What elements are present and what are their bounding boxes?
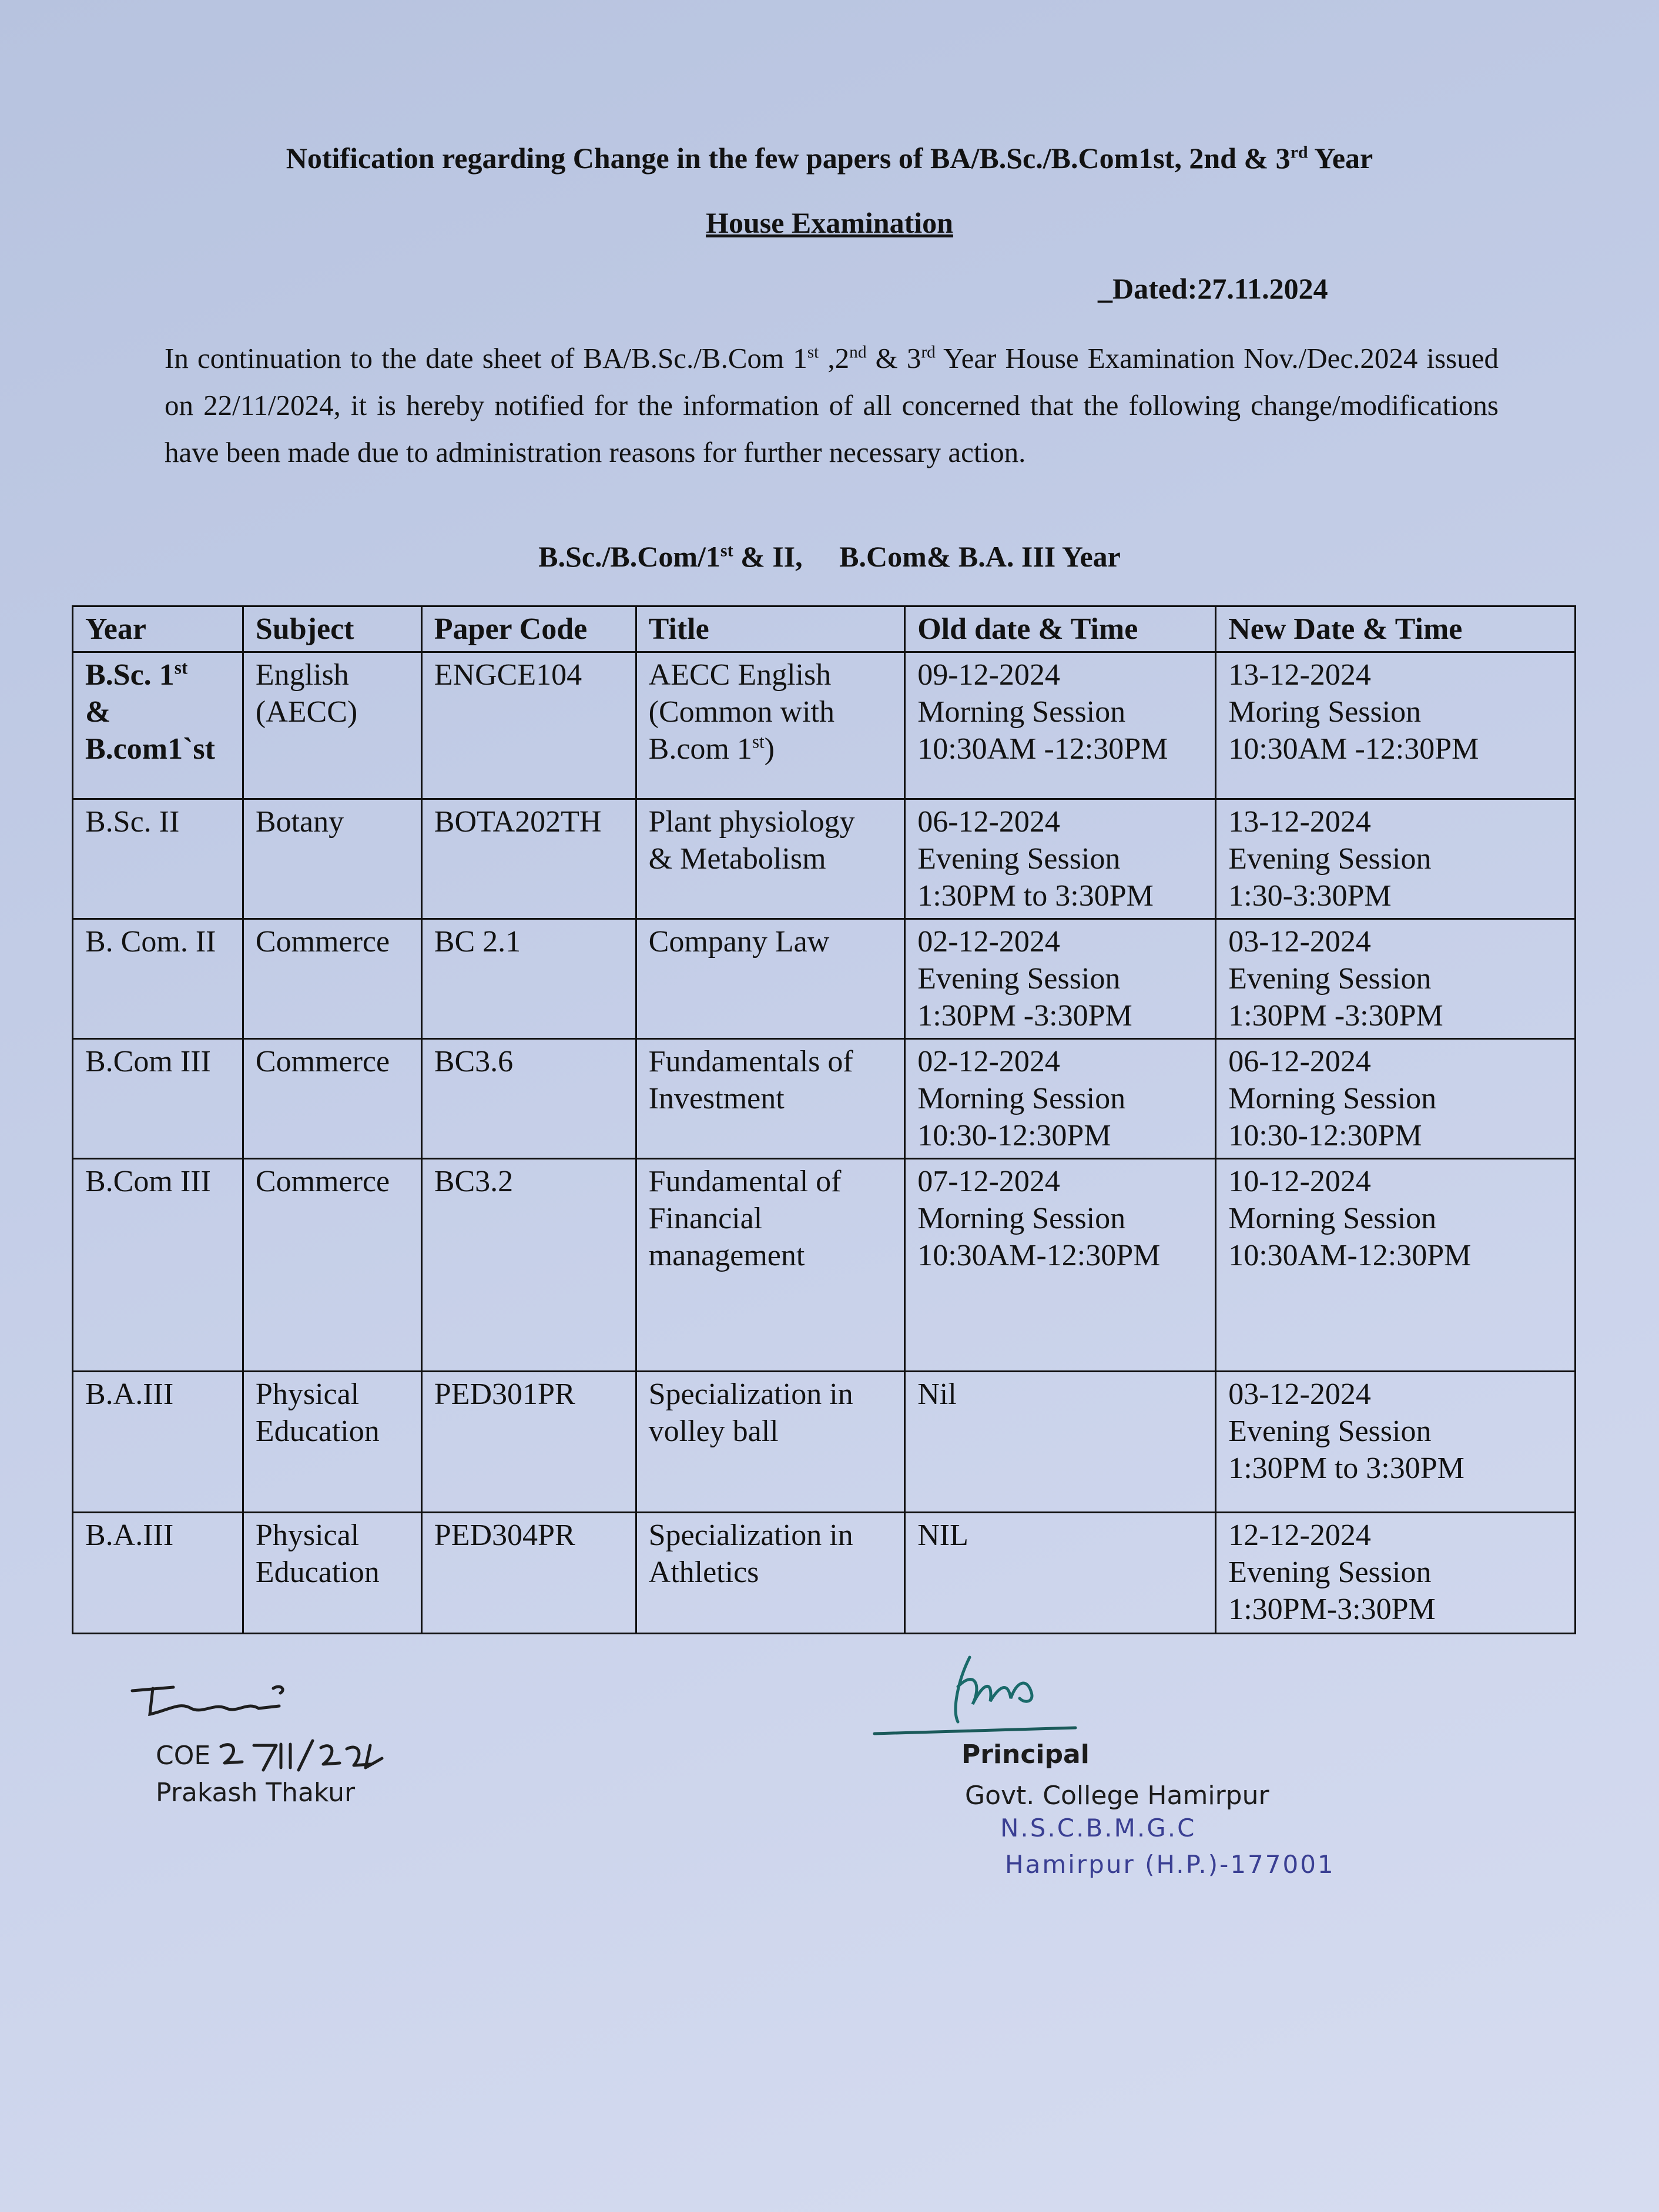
header-paper-code: Paper Code bbox=[421, 606, 636, 652]
row-old-date: 06-12-2024 Evening Session 1:30PM to 3:30PM bbox=[905, 799, 1216, 919]
row-title: Specialization in Athletics bbox=[636, 1513, 905, 1634]
row-paper-code: BC 2.1 bbox=[421, 919, 636, 1039]
row-paper-code: ENGCE104 bbox=[421, 652, 636, 799]
intro-paragraph: In continuation to the date sheet of BA/B.Sc./B.Com 1st ,2nd & 3rd Year House Examination Nov./Dec.2024 issued on 22/11/2024, it is hereby notified for the information of all concerned that the following change/modifications have been made due to administration reasons for further necessary action. bbox=[165, 342, 1499, 468]
section-heading: B.Sc./B.Com/1st & II, B.Com& B.A. III Year bbox=[538, 540, 1121, 573]
row-subject: Botany bbox=[243, 799, 421, 919]
row-title: Fundamental of Financial management bbox=[636, 1159, 905, 1372]
row-old-date: NIL bbox=[905, 1513, 1216, 1634]
table-row bbox=[73, 1513, 1576, 1634]
row-paper-code: PED304PR bbox=[421, 1513, 636, 1634]
header-year: Year bbox=[73, 606, 243, 652]
principal-college: Govt. College Hamirpur bbox=[965, 1781, 1269, 1811]
row-new-date: 13-12-2024 Evening Session 1:30-3:30PM bbox=[1216, 799, 1576, 919]
row-paper-code: BOTA202TH bbox=[421, 799, 636, 919]
row-title: Plant physiology & Metabolism bbox=[636, 799, 905, 919]
coe-signature-scribble bbox=[126, 1678, 303, 1731]
row-year: B. Com. II bbox=[73, 919, 243, 1039]
row-subject: Commerce bbox=[243, 1039, 421, 1159]
notification-title: Notification regarding Change in the few papers of BA/B.Sc./B.Com1st, 2nd & 3rd Year bbox=[286, 142, 1373, 175]
header-old-date: Old date & Time bbox=[905, 606, 1216, 652]
row-title: AECC English (Common with B.com 1st) bbox=[636, 652, 905, 799]
date-sheet-table bbox=[72, 605, 1576, 1634]
table-row bbox=[73, 1039, 1576, 1159]
row-paper-code: PED301PR bbox=[421, 1372, 636, 1513]
row-title: Fundamentals of Investment bbox=[636, 1039, 905, 1159]
row-year: B.Com III bbox=[73, 1159, 243, 1372]
row-old-date: 09-12-2024 Morning Session 10:30AM -12:30PM bbox=[905, 652, 1216, 799]
table-row bbox=[73, 652, 1576, 799]
row-new-date: 10-12-2024 Morning Session 10:30AM-12:30PM bbox=[1216, 1159, 1576, 1372]
row-old-date: 07-12-2024 Morning Session 10:30AM-12:30PM bbox=[905, 1159, 1216, 1372]
principal-signature-scribble bbox=[870, 1645, 1081, 1740]
row-year: B.A.III bbox=[73, 1372, 243, 1513]
coe-label: COE bbox=[156, 1741, 211, 1771]
college-stamp-line2: Hamirpur (H.P.)-177001 bbox=[1005, 1850, 1335, 1879]
coe-name: Prakash Thakur bbox=[156, 1778, 356, 1808]
row-old-date: 02-12-2024 Evening Session 1:30PM -3:30PM bbox=[905, 919, 1216, 1039]
table-row bbox=[73, 919, 1576, 1039]
row-paper-code: BC3.6 bbox=[421, 1039, 636, 1159]
row-subject: Commerce bbox=[243, 1159, 421, 1372]
row-new-date: 12-12-2024 Evening Session 1:30PM-3:30PM bbox=[1216, 1513, 1576, 1634]
row-old-date: Nil bbox=[905, 1372, 1216, 1513]
principal-title: Principal bbox=[961, 1740, 1090, 1769]
row-year: B.Com III bbox=[73, 1039, 243, 1159]
row-new-date: 03-12-2024 Evening Session 1:30PM -3:30PM bbox=[1216, 919, 1576, 1039]
row-subject: English (AECC) bbox=[243, 652, 421, 799]
row-new-date: 06-12-2024 Morning Session 10:30-12:30PM bbox=[1216, 1039, 1576, 1159]
row-new-date: 03-12-2024 Evening Session 1:30PM to 3:30PM bbox=[1216, 1372, 1576, 1513]
row-year: B.Sc. 1st & B.com1`st bbox=[73, 652, 243, 799]
table-row bbox=[73, 1159, 1576, 1372]
header-new-date: New Date & Time bbox=[1216, 606, 1576, 652]
header-title: Title bbox=[636, 606, 905, 652]
row-subject: Commerce bbox=[243, 919, 421, 1039]
row-subject: Physical Education bbox=[243, 1513, 421, 1634]
row-title: Company Law bbox=[636, 919, 905, 1039]
row-old-date: 02-12-2024 Morning Session 10:30-12:30PM bbox=[905, 1039, 1216, 1159]
row-year: B.A.III bbox=[73, 1513, 243, 1634]
table-row bbox=[73, 1372, 1576, 1513]
row-title: Specialization in volley ball bbox=[636, 1372, 905, 1513]
coe-date-handwritten bbox=[216, 1735, 387, 1782]
dated-line: _Dated:27.11.2024 bbox=[1098, 272, 1328, 305]
notification-subtitle: House Examination bbox=[706, 206, 953, 239]
table-row bbox=[73, 799, 1576, 919]
row-subject: Physical Education bbox=[243, 1372, 421, 1513]
header-subject: Subject bbox=[243, 606, 421, 652]
college-stamp-line1: N.S.C.B.M.G.C bbox=[1000, 1814, 1197, 1842]
row-paper-code: BC3.2 bbox=[421, 1159, 636, 1372]
row-year: B.Sc. II bbox=[73, 799, 243, 919]
table-header-row bbox=[73, 606, 1576, 652]
row-new-date: 13-12-2024 Moring Session 10:30AM -12:30PM bbox=[1216, 652, 1576, 799]
